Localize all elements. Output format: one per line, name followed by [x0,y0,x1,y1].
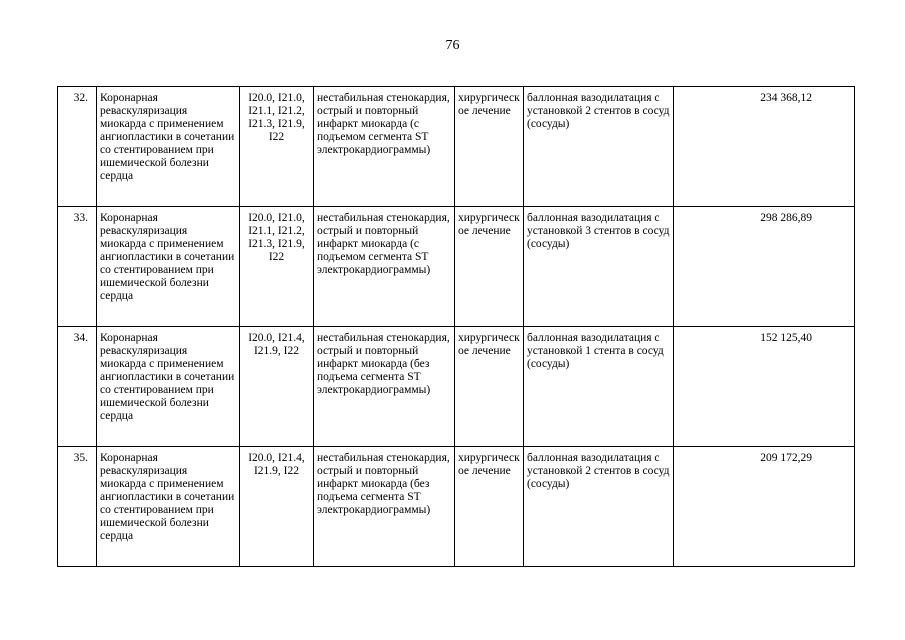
procedure-name: Коронарная реваскуляризация миокарда с применением ангиопластики в сочетании со стентированием при ишемической болезни сердца [97,327,240,447]
diagnosis: нестабильная стенокардия, острый и повторный инфаркт миокарда (с подъемом сегмента ST электрокардиограммы) [314,87,455,207]
diagnosis: нестабильная стенокардия, острый и повторный инфаркт миокарда (с подъемом сегмента ST электрокардиограммы) [314,207,455,327]
treatment-type: хирургическое лечение [455,207,524,327]
icd-codes: I20.0, I21.4, I21.9, I22 [240,327,314,447]
icd-codes: I20.0, I21.0, I21.1, I21.2, I21.3, I21.9, I22 [240,207,314,327]
price: 298 286,89 [674,207,855,327]
treatment-type: хирургическое лечение [455,447,524,567]
treatment-method: баллонная вазодилатация с установкой 3 стентов в сосуд (сосуды) [524,207,674,327]
price: 209 172,29 [674,447,855,567]
treatment-method: баллонная вазодилатация с установкой 2 стентов в сосуд (сосуды) [524,447,674,567]
diagnosis: нестабильная стенокардия, острый и повторный инфаркт миокарда (без подъема сегмента ST электрокардиограммы) [314,327,455,447]
table-row [58,447,855,567]
table-row [58,327,855,447]
treatment-method: баллонная вазодилатация с установкой 2 стентов в сосуд (сосуды) [524,87,674,207]
treatment-table [57,86,855,567]
treatment-type: хирургическое лечение [455,327,524,447]
procedure-name: Коронарная реваскуляризация миокарда с применением ангиопластики в сочетании со стентированием при ишемической болезни сердца [97,87,240,207]
price: 152 125,40 [674,327,855,447]
table-row [58,87,855,207]
icd-codes: I20.0, I21.0, I21.1, I21.2, I21.3, I21.9, I22 [240,87,314,207]
procedure-name: Коронарная реваскуляризация миокарда с применением ангиопластики в сочетании со стентированием при ишемической болезни сердца [97,207,240,327]
price: 234 368,12 [674,87,855,207]
row-number: 35. [58,447,97,567]
page-number: 76 [445,38,460,53]
row-number: 32. [58,87,97,207]
table-row [58,207,855,327]
procedure-name: Коронарная реваскуляризация миокарда с применением ангиопластики в сочетании со стентированием при ишемической болезни сердца [97,447,240,567]
treatment-type: хирургическое лечение [455,87,524,207]
treatment-method: баллонная вазодилатация с установкой 1 стента в сосуд (сосуды) [524,327,674,447]
row-number: 34. [58,327,97,447]
diagnosis: нестабильная стенокардия, острый и повторный инфаркт миокарда (без подъема сегмента ST электрокардиограммы) [314,447,455,567]
icd-codes: I20.0, I21.4, I21.9, I22 [240,447,314,567]
row-number: 33. [58,207,97,327]
